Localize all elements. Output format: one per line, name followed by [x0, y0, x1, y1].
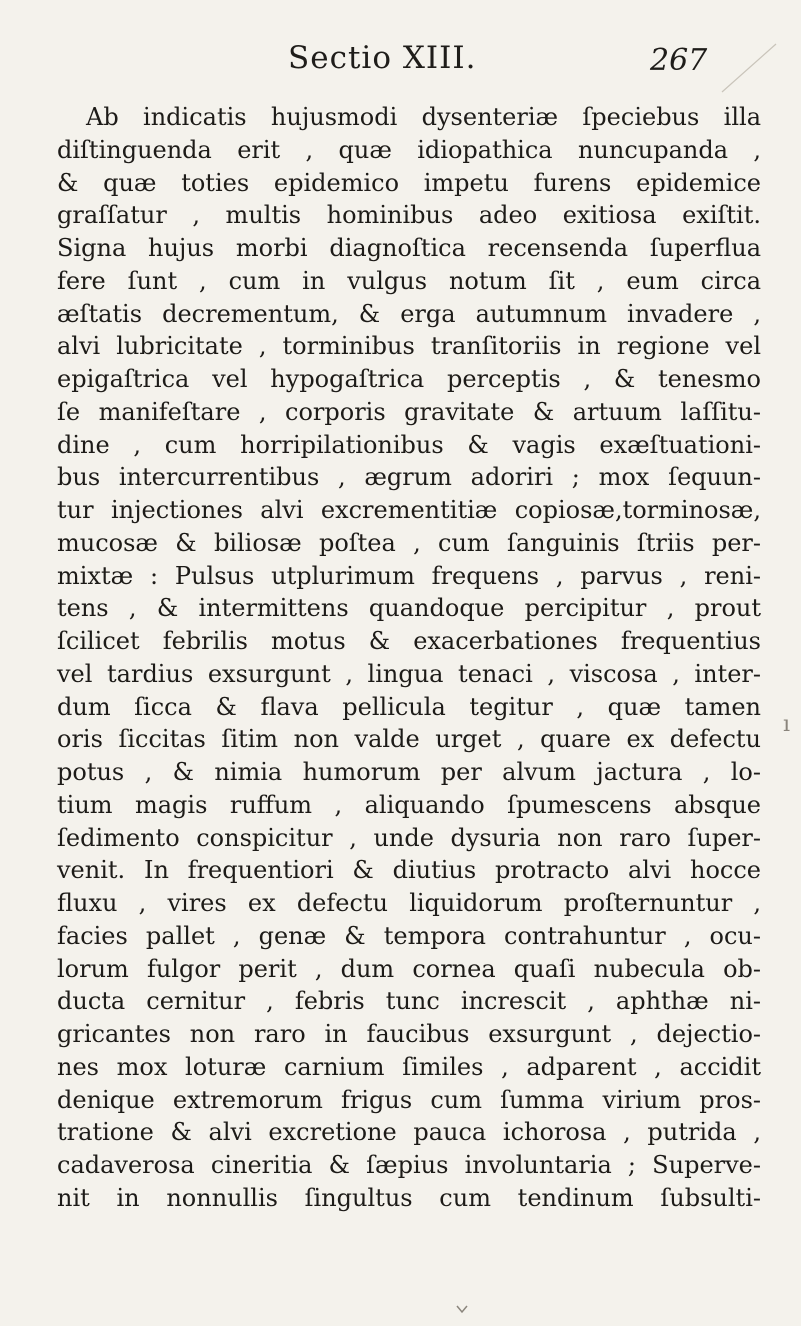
text-line: ſedimento conspicitur , unde dysuria non raro ſuper-	[57, 823, 761, 852]
text-line: tens , & intermittens quandoque percipitur , prout	[57, 594, 761, 623]
text-line: fere ſunt , cum in vulgus notum ſit , eum circa	[57, 266, 761, 295]
text-line: gricantes non raro in faucibus exsurgunt , dejectio-	[57, 1020, 761, 1048]
text-line: graſſatur , multis hominibus adeo exitiosa exiſtit.	[57, 201, 761, 230]
text-line: alvi lubricitate , torminibus tranſitoriis in regione vel	[57, 332, 761, 361]
text-line: venit. In frequentiori & diutius protracto alvi hocce	[57, 856, 761, 885]
text-line: epigaſtrica vel hypogaſtrica perceptis , & tenesmo	[57, 365, 761, 393]
text-line: denique extremorum frigus cum ſumma virium pros-	[57, 1085, 761, 1114]
text-line: nes mox loturæ carnium ſimiles , adparent , accidit	[57, 1052, 761, 1081]
text-line: fluxu , vires ex defectu liquidorum proſternuntur ,	[57, 889, 761, 917]
page-number: 267	[650, 43, 708, 78]
text-line: Ab indicatis hujusmodi dysenteriæ ſpeciebus illa	[86, 103, 761, 131]
text-line: facies pallet , genæ & tempora contrahuntur , ocu-	[57, 921, 761, 950]
text-line: mucosæ & biliosæ poſtea , cum ſanguinis ſtriis per-	[57, 528, 761, 557]
margin-mark: ı	[783, 712, 791, 737]
text-line: Signa hujus morbi diagnoſtica recensenda ſuperflua	[57, 234, 761, 262]
text-line: mixtæ : Pulsus utplurimum frequens , parvus , reni-	[57, 561, 761, 590]
ink-speck	[455, 1304, 469, 1314]
text-line: ſcilicet febrilis motus & exacerbationes frequentius	[57, 627, 761, 655]
text-line: diſtinguenda erit , quæ idiopathica nuncupanda ,	[57, 135, 761, 164]
body-paragraph	[57, 101, 761, 1301]
text-line: tratione & alvi excretione pauca ichorosa , putrida ,	[57, 1118, 761, 1147]
text-line: cadaverosa cineritia & ſæpius involuntaria ; Superve-	[57, 1151, 761, 1179]
text-line: tur injectiones alvi excrementitiæ copiosæ,torminosæ,	[57, 496, 761, 524]
text-line: æſtatis decrementum, & erga autumnum invadere ,	[57, 299, 761, 328]
text-line: vel tardius exsurgunt , lingua tenaci , viscosa , inter-	[57, 659, 761, 688]
running-head	[0, 40, 801, 90]
text-line: tium magis ruffum , aliquando ſpumescens absque	[57, 790, 761, 819]
section-title: Sectio XIII.	[288, 40, 477, 76]
text-line: dine , cum horripilationibus & vagis exæſtuationi-	[57, 430, 761, 459]
text-line: nit in nonnullis ſingultus cum tendinum ſubsulti-	[57, 1183, 761, 1212]
text-line: ducta cernitur , febris tunc increscit , aphthæ ni-	[57, 987, 761, 1016]
text-line: potus , & nimia humorum per alvum jactura , lo-	[57, 758, 761, 786]
text-line: ſe manifeſtare , corporis gravitate & artuum laſſitu-	[57, 397, 761, 426]
text-line: bus intercurrentibus , ægrum adoriri ; mox ſequun-	[57, 463, 761, 492]
text-line: & quæ toties epidemico impetu furens epidemice	[57, 168, 761, 197]
page-corner-fold-mark	[720, 42, 778, 94]
text-line: oris ſiccitas ſitim non valde urget , quare ex defectu	[57, 725, 761, 754]
text-line: dum ſicca & flava pellicula tegitur , quæ tamen	[57, 692, 761, 721]
text-line: lorum fulgor perit , dum cornea quaſi nubecula ob-	[57, 954, 761, 983]
